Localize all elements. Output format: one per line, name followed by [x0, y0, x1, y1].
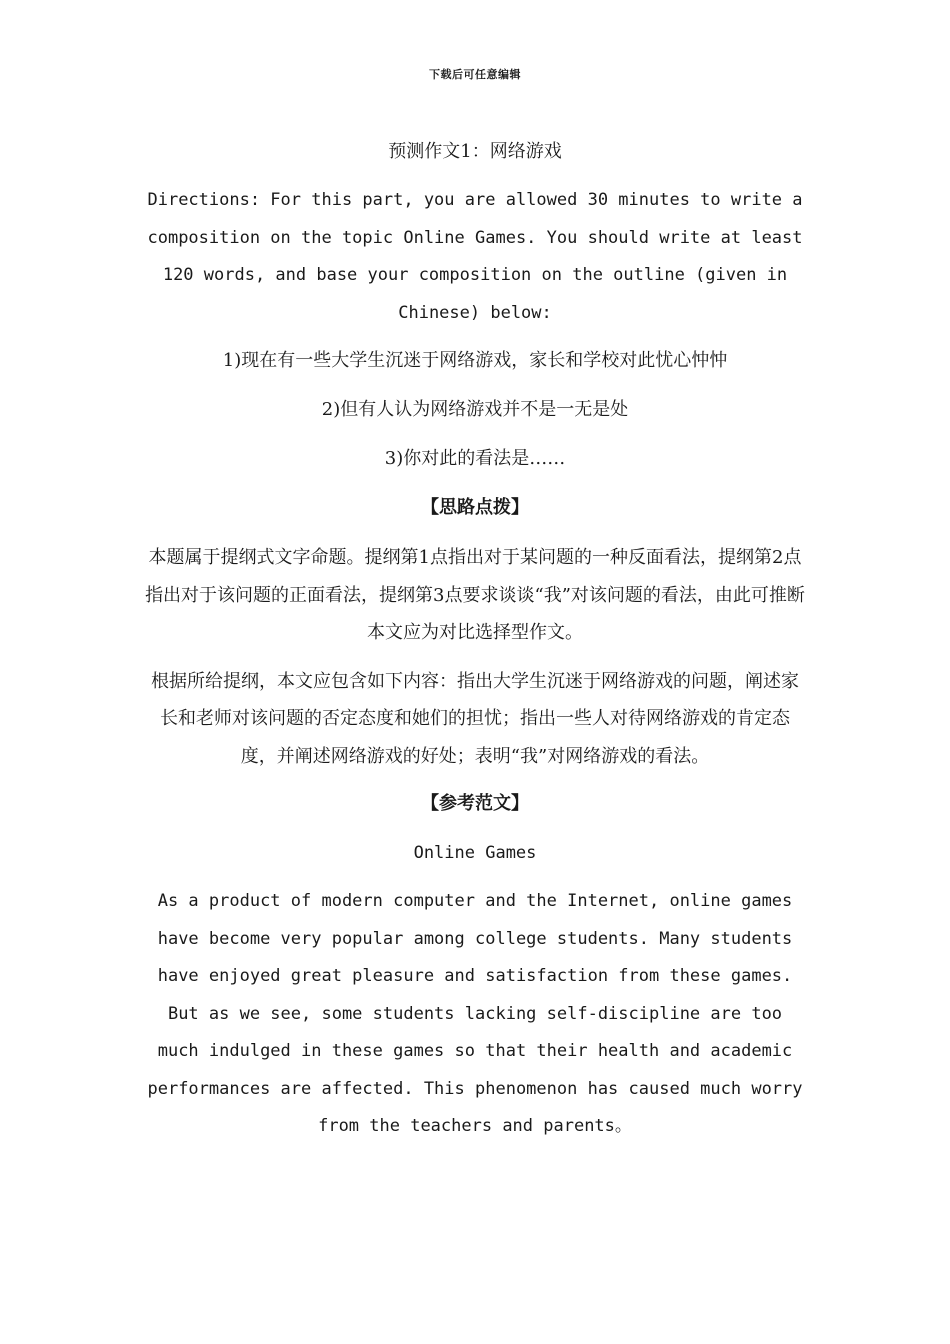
document-content	[143, 134, 807, 1157]
directions-paragraph: Directions: For this part, you are allowed 30 minutes to write a composition on the topic Online Games. You should write at least 120 words, and base your composition on the outline (given in Chinese) below:	[147, 190, 803, 323]
analysis-paragraph-2: 根据所给提纲，本文应包含如下内容：指出大学生沉迷于网络游戏的问题，阐述家长和老师对该问题的否定态度和她们的担忧；指出一些人对待网络游戏的肯定态度，并阐述网络游戏的好处；表明“我”对网络游戏的看法。	[151, 670, 799, 767]
outline-item-3: 3)你对此的看法是……	[384, 448, 566, 469]
outline-item-1: 1)现在有一些大学生沉迷于网络游戏，家长和学校对此忧心忡忡	[222, 350, 728, 371]
essay-title: Online Games	[413, 843, 537, 863]
analysis-heading: 【思路点拨】	[421, 497, 529, 518]
outline-item-2: 2)但有人认为网络游戏并不是一无是处	[321, 399, 629, 420]
essay-paragraph: As a product of modern computer and the Internet, online games have become very popular among college students. Many students have enjoyed great pleasure and satisfaction from these games. But as we see, some students lacking self-discipline are too much indulged in these games so that their health and academic performances are affected. This phenomenon has caused much worry from the teachers and parents。	[147, 891, 803, 1136]
sample-heading: 【参考范文】	[421, 793, 529, 814]
analysis-paragraph-1: 本题属于提纲式文字命题。提纲第1点指出对于某问题的一种反面看法，提纲第2点指出对于该问题的正面看法，提纲第3点要求谈谈“我”对该问题的看法，由此可推断本文应为对比选择型作文。	[145, 547, 805, 643]
page-title: 预测作文1：网络游戏	[388, 141, 562, 162]
header-note: 下载后可任意编辑	[429, 68, 521, 81]
